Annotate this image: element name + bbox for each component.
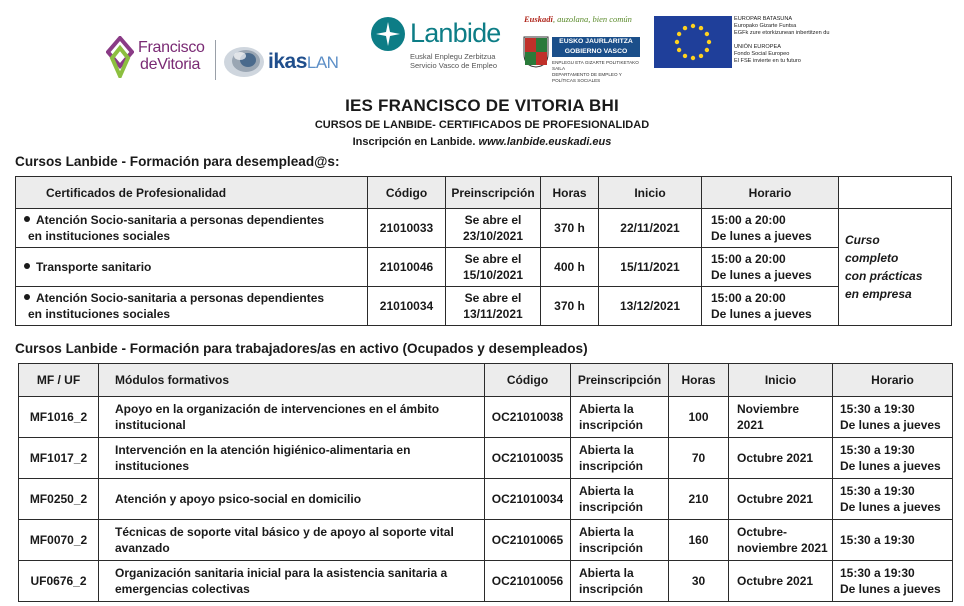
logo-band: [0, 0, 964, 92]
gv-sub-line1: ENPLEGU ETA GIZARTE POLITIKETAKO SAILA: [552, 60, 639, 71]
active-workers-courses-table: [18, 363, 953, 602]
eu-flag-icon: [654, 16, 732, 68]
eu-line6: El FSE invierte en tu futuro: [734, 58, 801, 65]
schedule-cell: 15:00 a 20:00 De lunes a jueves: [702, 209, 839, 248]
course-hours: 100: [669, 397, 729, 438]
course-start: Noviembre 2021: [729, 397, 833, 438]
course-code: 21010034: [368, 287, 446, 326]
course-start: Octubre 2021: [729, 479, 833, 520]
bullet-icon: [24, 216, 30, 222]
course-code: OC21010038: [485, 397, 571, 438]
course-hours: 370 h: [541, 287, 599, 326]
eu-star-icon: [705, 48, 709, 52]
lanbide-circle-icon: [370, 16, 406, 52]
logo-divider: [215, 40, 216, 80]
course-code: OC21010065: [485, 520, 571, 561]
preinscription-cell: Abierta la inscripción: [571, 561, 669, 602]
column-header: Código: [368, 177, 446, 209]
column-header: Horario: [833, 364, 953, 397]
francisco-de-vitoria-mark-icon: [106, 36, 134, 78]
lanbide-name: Lanbide: [410, 18, 501, 48]
eu-star-icon: [683, 54, 687, 58]
table-row: [19, 438, 953, 479]
preinscription-cell: Abierta la inscripción: [571, 397, 669, 438]
preinscription-cell: Abierta la inscripción: [571, 479, 669, 520]
course-hours: 400 h: [541, 248, 599, 287]
eu-star-icon: [675, 40, 679, 44]
column-header: Certificados de Profesionalidad: [16, 177, 368, 209]
ikaslan-bold-text: ikas: [268, 50, 307, 73]
eu-star-icon: [691, 56, 695, 60]
column-header: [839, 177, 952, 209]
eu-line3: EGFk zure etorkizunean inbertitzen du: [734, 30, 830, 37]
section1-title: Cursos Lanbide - Formación para desemplead@s:: [15, 154, 340, 169]
page-title: IES FRANCISCO DE VITORIA BHI: [345, 96, 619, 115]
eu-star-icon: [707, 40, 711, 44]
lanbide-logo: [370, 14, 510, 74]
course-hours: 160: [669, 520, 729, 561]
module-code: UF0676_2: [19, 561, 99, 602]
ikaslan-sphere-icon: [222, 44, 266, 80]
table-header-row: [19, 364, 953, 397]
course-name-cell: Transporte sanitario: [16, 248, 368, 287]
module-name-cell: Apoyo en la organización de intervenciones en el ámbito institucional: [99, 397, 485, 438]
eu-star-icon: [705, 32, 709, 36]
module-name-cell: Atención y apoyo psico-social en domicilio: [99, 479, 485, 520]
module-code: MF1017_2: [19, 438, 99, 479]
course-start: Octubre 2021: [729, 438, 833, 479]
lanbide-sub-line1: Euskal Enplegu Zerbitzua: [410, 52, 496, 61]
table-row: [19, 397, 953, 438]
course-hours: 210: [669, 479, 729, 520]
table-row: [16, 287, 952, 326]
bullet-icon: [24, 294, 30, 300]
preinscription-cell: Se abre el 23/10/2021: [446, 209, 541, 248]
francisco-de-vitoria-logo: [106, 36, 212, 80]
eu-star-icon: [699, 54, 703, 58]
course-hours: 70: [669, 438, 729, 479]
ikaslan-logo: [222, 44, 372, 80]
column-header: Módulos formativos: [99, 364, 485, 397]
eu-line5: Fondo Social Europeo: [734, 50, 790, 57]
basque-shield-icon: [523, 36, 549, 68]
module-name-cell: Intervención en la atención higiénico-alimentaria en instituciones: [99, 438, 485, 479]
course-start: Octubre- noviembre 2021: [729, 520, 833, 561]
course-hours: 30: [669, 561, 729, 602]
module-code: MF1016_2: [19, 397, 99, 438]
course-code: OC21010035: [485, 438, 571, 479]
course-hours: 370 h: [541, 209, 599, 248]
inscription-line: [0, 136, 964, 148]
schedule-cell: 15:30 a 19:30: [833, 520, 953, 561]
gobierno-vasco-logo: [520, 12, 644, 92]
inscription-label: Inscripción en Lanbide.: [352, 136, 479, 148]
course-note: Curso completo con prácticas en empresa: [839, 209, 952, 326]
table-row: [19, 520, 953, 561]
course-start: 15/11/2021: [599, 248, 702, 287]
column-header: Preinscripción: [446, 177, 541, 209]
column-header: Horario: [702, 177, 839, 209]
column-header: Horas: [669, 364, 729, 397]
euskadi-brand: Euskadi: [524, 14, 553, 24]
francisco-logo-line2: deVitoria: [140, 56, 201, 73]
column-header: Inicio: [599, 177, 702, 209]
column-header: Horas: [541, 177, 599, 209]
table-row: [16, 248, 952, 287]
course-name-cell: Atención Socio-sanitaria a personas dependientes en instituciones sociales: [16, 209, 368, 248]
course-start: Octubre 2021: [729, 561, 833, 602]
gv-line1: EUSKO JAURLARITZA: [559, 38, 633, 45]
euskadi-slogan: , auzolana, bien común: [552, 14, 632, 24]
preinscription-cell: Abierta la inscripción: [571, 520, 669, 561]
module-name-cell: Organización sanitaria inicial para la asistencia sanitaria a emergencias colectivas: [99, 561, 485, 602]
table-header-row: [16, 177, 952, 209]
schedule-cell: 15:00 a 20:00 De lunes a jueves: [702, 287, 839, 326]
table-row: [16, 209, 952, 248]
schedule-cell: 15:30 a 19:30 De lunes a jueves: [833, 479, 953, 520]
eu-fund-text: [734, 16, 829, 65]
course-code: OC21010056: [485, 561, 571, 602]
section2-title: Cursos Lanbide - Formación para trabajadores/as en activo (Ocupados y desempleados): [15, 341, 588, 356]
page-subtitle: CURSOS DE LANBIDE- CERTIFICADOS DE PROFESIONALIDAD: [314, 119, 650, 131]
gv-sub-line2: DEPARTAMENTO DE EMPLEO Y POLÍTICAS SOCIALES: [552, 72, 622, 83]
column-header: MF / UF: [19, 364, 99, 397]
eu-star-icon: [677, 48, 681, 52]
preinscription-cell: Se abre el 13/11/2021: [446, 287, 541, 326]
schedule-cell: 15:30 a 19:30 De lunes a jueves: [833, 561, 953, 602]
course-start: 22/11/2021: [599, 209, 702, 248]
course-start: 13/12/2021: [599, 287, 702, 326]
eu-star-icon: [677, 32, 681, 36]
module-code: MF0250_2: [19, 479, 99, 520]
module-code: MF0070_2: [19, 520, 99, 561]
eu-line4: UNIÓN EUROPEA: [734, 43, 781, 50]
table-row: [19, 561, 953, 602]
course-code: 21010046: [368, 248, 446, 287]
module-name-cell: Técnicas de soporte vital básico y de apoyo al soporte vital avanzado: [99, 520, 485, 561]
column-header: Código: [485, 364, 571, 397]
gv-line2: GOBIERNO VASCO: [564, 48, 628, 55]
eu-star-icon: [683, 26, 687, 30]
course-code: 21010033: [368, 209, 446, 248]
eu-star-icon: [691, 24, 695, 28]
francisco-logo-line1: Francisco: [138, 39, 205, 56]
ikaslan-light-text: LAN: [306, 53, 339, 72]
preinscription-cell: Se abre el 15/10/2021: [446, 248, 541, 287]
column-header: Preinscripción: [571, 364, 669, 397]
course-code: OC21010034: [485, 479, 571, 520]
unemployed-courses-table: [15, 176, 952, 326]
course-name-cell: Atención Socio-sanitaria a personas dependientes en instituciones sociales: [16, 287, 368, 326]
schedule-cell: 15:30 a 19:30 De lunes a jueves: [833, 438, 953, 479]
schedule-cell: 15:30 a 19:30 De lunes a jueves: [833, 397, 953, 438]
lanbide-url-link[interactable]: www.lanbide.euskadi.eus: [478, 136, 612, 148]
preinscription-cell: Abierta la inscripción: [571, 438, 669, 479]
column-header: Inicio: [729, 364, 833, 397]
bullet-icon: [24, 263, 30, 269]
lanbide-sub-line2: Servicio Vasco de Empleo: [410, 61, 497, 70]
eu-line1: EUROPAR BATASUNA: [734, 16, 793, 22]
schedule-cell: 15:00 a 20:00 De lunes a jueves: [702, 248, 839, 287]
eu-star-icon: [699, 26, 703, 30]
table-row: [19, 479, 953, 520]
eu-line2: Europako Gizarte Funtsa: [734, 23, 797, 30]
